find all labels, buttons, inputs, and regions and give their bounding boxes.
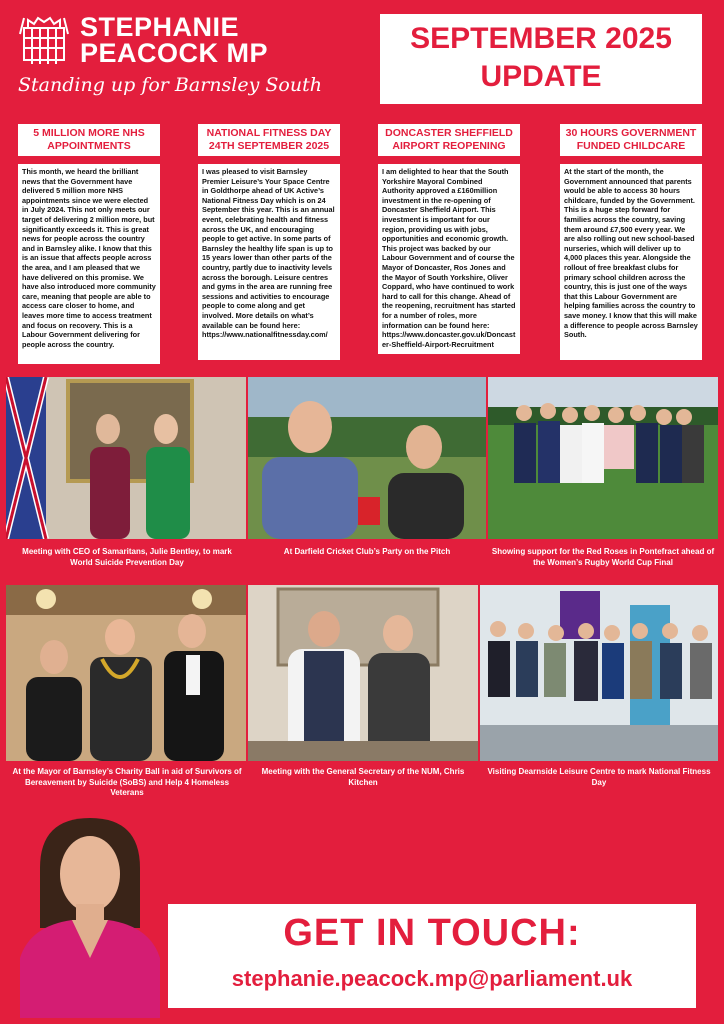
- photo-caption: Showing support for the Red Roses in Pontefract ahead of the Women’s Rugby World Cup Final: [491, 547, 715, 567]
- name-line-2: PEACOCK MP: [80, 38, 269, 68]
- article-nhs: [18, 124, 160, 364]
- contact-email-link[interactable]: stephanie.peacock.mp@parliament.uk: [231, 966, 633, 991]
- photo-samaritans: [6, 377, 246, 539]
- article-title: 30 HOURS GOVERNMENT FUNDED CHILDCARE: [560, 124, 702, 156]
- article-title: DONCASTER SHEFFIELD AIRPORT REOPENING: [378, 124, 520, 156]
- contact-panel: [168, 904, 696, 1008]
- article-fitness-day: [198, 124, 340, 360]
- photo-charity-ball: [6, 585, 246, 761]
- tagline: Standing up for Barnsley South: [18, 74, 322, 96]
- photo-darfield-cricket: [248, 377, 486, 539]
- update-banner: [380, 14, 702, 104]
- mp-name: [80, 14, 268, 66]
- update-month: SEPTEMBER 2025: [410, 22, 672, 55]
- photo-num-meeting: [248, 585, 478, 761]
- article-body: I am delighted to hear that the South Yorkshire Mayoral Combined Authority approved a £160million investment in the re-opening of Doncaster Sheffield Airport. This investment is important for our region, providing us with jobs, opportunities and economic growth. This project was backed by our Labour Government and of course the Mayor of Doncaster, Ros Jones and the Mayor of South Yorkshire, Oliver Coppard, who have continued to work hard to call for this change. Ahead of the reopening, recruitment has started for a number of roles, more information can be found here: https://www.doncaster.gov.uk/Doncaster-Sheffield-Airport-Recruitment: [378, 164, 520, 354]
- photo-caption: At Darfield Cricket Club’s Party on the Pitch: [283, 547, 451, 556]
- article-body: At the start of the month, the Government announced that parents would be able to access 30 hours childcare, funded by the Government. This is a huge step forward for families across the country, saving them around £7,500 every year. We are also rolling out new school-based nurseries, which will deliver up to 4,000 places this year. Alongside the rollout of free breakfast clubs for primary school children across the country, this is just one of the ways that this Labour Government are helping families across the country to save money. I know that this will make a difference to people across Barnsley South.: [560, 164, 702, 360]
- article-body: I was pleased to visit Barnsley Premier Leisure’s Your Space Centre in Goldthorpe ahead of UK Active’s National Fitness Day which is on 24 September this year. This is an annual event, celebrating health and fitness across the UK, and encouraging people to get active. In some parts of Barnsley the healthy life span is up to 15 years lower than other parts of the country, partly due to inactivity levels across the borough. Leisure centres and gyms in the area are running free sessions and activities to encourage people to come along and get involved. More details on what’s available can be found here: https://www.nationalfitnessday.com/: [198, 164, 340, 360]
- mp-portrait: [10, 808, 170, 1018]
- article-childcare: [560, 124, 702, 360]
- portcullis-icon: [18, 14, 70, 70]
- photo-dearnside-leisure: [480, 585, 718, 761]
- contact-heading: GET IN TOUCH:: [283, 912, 581, 954]
- article-body: This month, we heard the brilliant news that the Government have delivered 5 million more NHS appointments since we were elected in July 2024. This not only meets our target of delivering 2 million more, but significantly exceeds it. This is great news for people across the country and in Barnsley alike. I know that this is an issue that affects people across the area, and I am pleased that we have delivered on this promise. We have also introduced more community care, meaning that people are able to access care closer to home, and leaves more time to access treatment and focus on recovery. This is a Labour Government delivering for people across the country.: [18, 164, 160, 364]
- article-title: NATIONAL FITNESS DAY 24TH SEPTEMBER 2025: [198, 124, 340, 156]
- name-line-1: STEPHANIE: [80, 12, 240, 42]
- photo-caption: Meeting with the General Secretary of the NUM, Chris Kitchen: [261, 767, 465, 787]
- article-title: 5 MILLION MORE NHS APPOINTMENTS: [18, 124, 160, 156]
- photo-caption: At the Mayor of Barnsley’s Charity Ball in aid of Survivors of Bereavement by Suicide (SoBS) and Help 4 Homeless Veterans: [12, 767, 242, 797]
- photo-caption: Visiting Dearnside Leisure Centre to mark National Fitness Day: [487, 767, 711, 787]
- photo-caption: Meeting with CEO of Samaritans, Julie Bentley, to mark World Suicide Prevention Day: [22, 547, 232, 567]
- photo-red-roses: [488, 377, 718, 539]
- article-airport: [378, 124, 520, 354]
- update-label: UPDATE: [480, 60, 602, 93]
